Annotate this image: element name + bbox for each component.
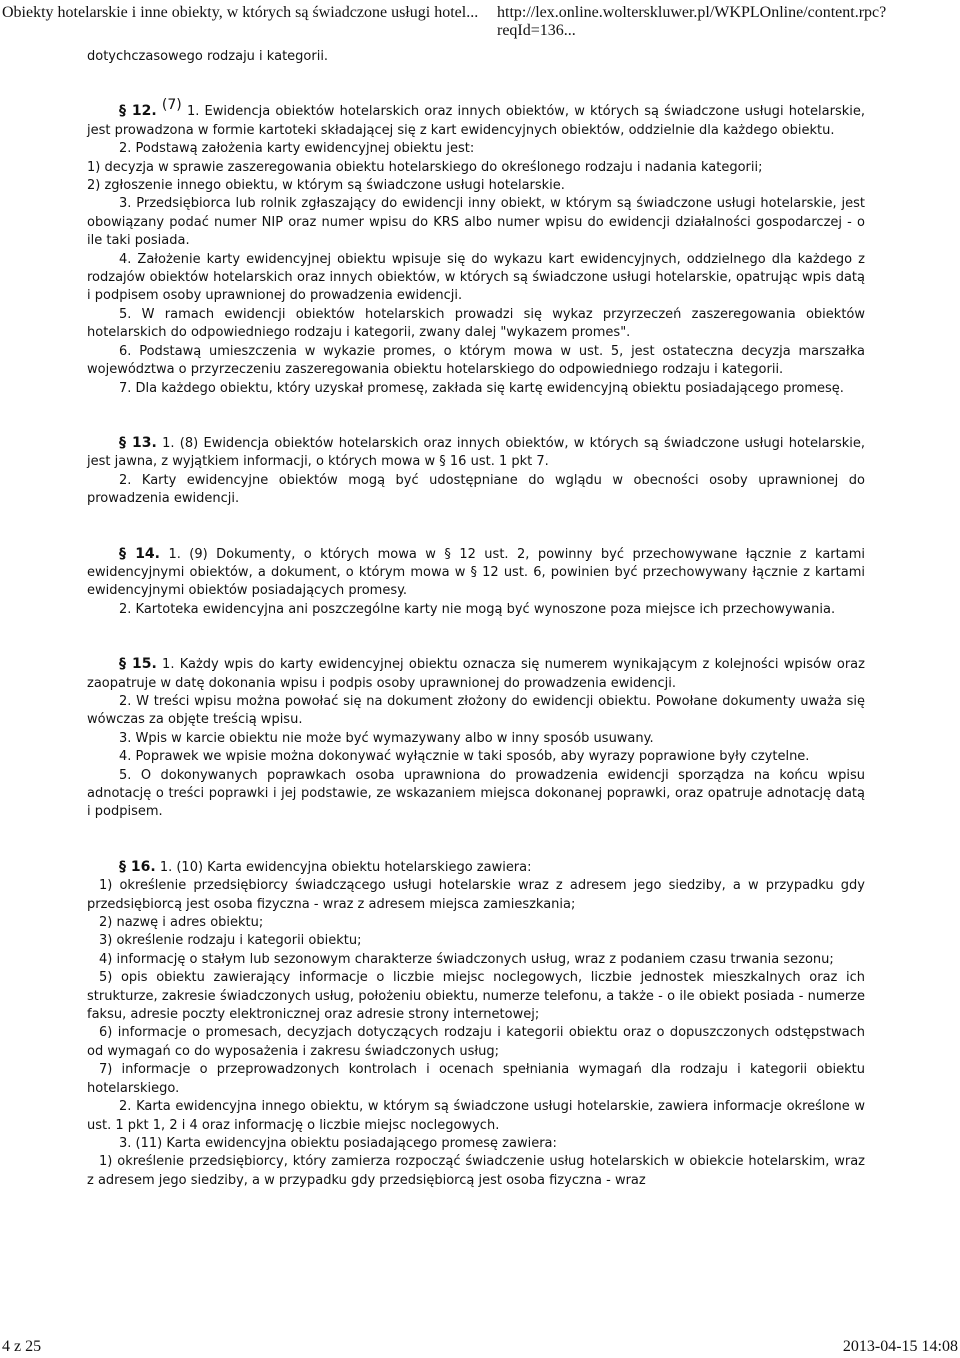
list-item: 5) opis obiektu zawierający informacje o liczbie miejsc noclegowych, liczbie jednostek mieszkalnych oraz ich strukturze, zakresie świadczonych usług, położeniu obiektu, numerze telefonu, a także - o ile obiekt posiada - numerze faksu, adresie poczty elektronicznej oraz adresie strony internetowej; (87, 970, 865, 1023)
paragraph: 5. O dokonywanych poprawkach osoba uprawniona do prowadzenia ewidencji sporządza na końcu wpisu adnotację o treści poprawki i jej podstawie, ze wskazaniem miejsca dokonanej poprawki, oraz opatruje adnotację datą i podpisem. (87, 767, 865, 820)
paragraph: 4. Poprawek we wpisie można dokonywać wyłącznie w taki sposób, aby wyrazy poprawione były czytelne. (119, 749, 810, 765)
paragraph: 2. Karta ewidencyjna innego obiektu, w którym są świadczone usługi hotelarskie, zawiera informacje określone w ust. 1 pkt 1, 2 i 4 oraz informację o liczbie miejsc noclegowych. (87, 1099, 865, 1133)
section-16-p1 (87, 858, 865, 877)
list-item: 2) zgłoszenie innego obiektu, w którym są świadczone usługi hotelarskie. (87, 178, 565, 194)
paragraph: 1. (8) Ewidencja obiektów hotelarskich oraz innych obiektów, w których są świadczone usługi hotelarskie, jest jawna, z wyjątkiem informacji, o których mowa w § 16 ust. 1 pkt 7. (87, 435, 865, 470)
list-item: 1) decyzja w sprawie zaszeregowania obiektu hotelarskiego do określonego rodzaju i nadania kategorii; (87, 159, 763, 175)
document-body (87, 48, 865, 1190)
paragraph: 3. Przedsiębiorca lub rolnik zgłaszający do ewidencji inny obiekt, w którym są świadczone usługi hotelarskie, jest obowiązany podać numer NIP oraz numer wpisu do KRS albo numer wpisu do ewidencji działalności gospodarczej - o ile taki posiada. (87, 196, 865, 249)
section-14-number: § 14. (119, 545, 160, 562)
list-item: 1) określenie przedsiębiorcy, który zamierza rozpocząć świadczenie usług hotelarskich w obiekcie hotelarskim, wraz z adresem jego siedziby, a w przypadku gdy przedsiębiorcą jest osoba fizyczna - wraz (87, 1154, 865, 1188)
paragraph: 3. (11) Karta ewidencyjna obiektu posiadającego promesę zawiera: (119, 1135, 557, 1151)
paragraph: 5. W ramach ewidencji obiektów hotelarskich prowadzi się wykaz przyrzeczeń zaszeregowania obiektów hotelarskich do odpowiedniego rodzaju i kategorii, zwany dalej "wykazem promes". (87, 306, 865, 341)
document-title: Obiekty hotelarskie i inne obiekty, w których są świadczone usługi hotel... (2, 4, 479, 21)
list-item: 7) informacje o przeprowadzonych kontrolach i ocenach spełniania wymagań dla rodzaju i kategorii obiektu hotelarskiego. (87, 1062, 865, 1096)
section-13-p1 (87, 434, 865, 472)
document-url[interactable]: http://lex.online.wolterskluwer.pl/WKPLOnline/content.rpc?reqId=136... (497, 4, 887, 39)
footnote-ref[interactable]: (7) (161, 97, 182, 114)
paragraph: 1. (10) Karta ewidencyjna obiektu hotelarskiego zawiera: (159, 859, 532, 875)
paragraph: 1. (9) Dokumenty, o których mowa w § 12 ust. 2, powinny być przechowywane łącznie z kartami ewidencyjnymi obiektów, a dokument, o którym mowa w § 12 ust. 6, powinien być przechowywany łącznie z kartami ewidencyjnymi obiektów posiadających promesy. (87, 546, 865, 599)
list-item: 1) określenie przedsiębiorcy świadczącego usługi hotelarskie wraz z adresem jego siedziby, a w przypadku gdy przedsiębiorcą jest osoba fizyczna - wraz z adresem miejsca zamieszkania; (87, 878, 865, 912)
section-14 (87, 545, 865, 620)
browser-print-footer (0, 1338, 960, 1358)
list-item: 2) nazwę i adres obiektu; (99, 915, 264, 931)
paragraph: 1. Ewidencja obiektów hotelarskich oraz innych obiektów, w których są świadczone usługi hotelarskie, jest prowadzona w formie kartoteki składającej się z kart ewidencyjnych obiektów, oddzielnie dla każdego obiektu. (87, 104, 865, 138)
section-12-p1 (87, 97, 865, 140)
section-15 (87, 655, 865, 822)
section-15-p1 (87, 655, 865, 693)
paragraph: 2. W treści wpisu można powołać się na dokument złożony do ewidencji obiektu. Powołane dokumenty uważa się wówczas za objęte treścią wpisu. (87, 693, 865, 728)
section-13 (87, 434, 865, 509)
paragraph: 6. Podstawą umieszczenia w wykazie promes, o którym mowa w ust. 5, jest ostateczna decyzja marszałka województwa o przyrzeczeniu zaszeregowania obiektu hotelarskiego do odpowiedniego rodzaju i kategorii. (87, 343, 865, 378)
paragraph: 4. Założenie karty ewidencyjnej obiektu wpisuje się do wykazu kart ewidencyjnych, oddzielnego dla każdego z rodzajów obiektów hotelarskich oraz innych obiektów, w których są świadczone usługi hotelarskie, opatrując wpis datą i podpisem osoby uprawnionej do prowadzenia ewidencji. (87, 251, 865, 304)
list-item: 4) informację o stałym lub sezonowym charakterze świadczonych usług, wraz z podaniem czasu trwania sezonu; (99, 951, 834, 967)
list-item: 6) informacje o promesach, decyzjach dotyczących rodzaju i kategorii obiektu oraz o dopuszczonych odstępstwach od wymagań co do wyposażenia i zakresu świadczonych usług; (87, 1025, 865, 1059)
intro-text: dotychczasowego rodzaju i kategorii. (87, 49, 329, 64)
browser-print-header (0, 2, 960, 39)
paragraph: 3. Wpis w karcie obiektu nie może być wymazywany albo w inny sposób usuwany. (119, 730, 654, 746)
list-item: 3) określenie rodzaju i kategorii obiektu; (99, 933, 362, 949)
section-15-number: § 15. (119, 656, 157, 673)
section-12 (87, 97, 865, 398)
paragraph: 2. Karty ewidencyjne obiektów mogą być udostępniane do wglądu w obecności osoby uprawnionej do prowadzenia ewidencji. (87, 472, 865, 507)
section-12-number: § 12. (119, 103, 157, 120)
section-13-number: § 13. (119, 434, 157, 451)
section-14-p1 (87, 545, 865, 601)
paragraph: 2. Kartoteka ewidencyjna ani poszczególne karty nie mogą być wynoszone poza miejsce ich przechowywania. (119, 601, 836, 617)
section-16-number: § 16. (119, 858, 156, 875)
paragraph: 2. Podstawą założenia karty ewidencyjnej obiektu jest: (119, 141, 475, 157)
print-datetime: 2013-04-15 14:08 (842, 1338, 958, 1355)
section-16 (87, 858, 865, 1190)
paragraph: 7. Dla każdego obiektu, który uzyskał promesę, zakłada się kartę ewidencyjną obiektu posiadającego promesę. (119, 380, 844, 396)
paragraph: 1. Każdy wpis do karty ewidencyjnej obiektu oznacza się numerem wynikającym z kolejności wpisów oraz zaopatruje w datę dokonania wpisu i podpis osoby uprawnionej do prowadzenia ewidencji. (87, 657, 865, 691)
page-counter: 4 z 25 (2, 1338, 42, 1355)
